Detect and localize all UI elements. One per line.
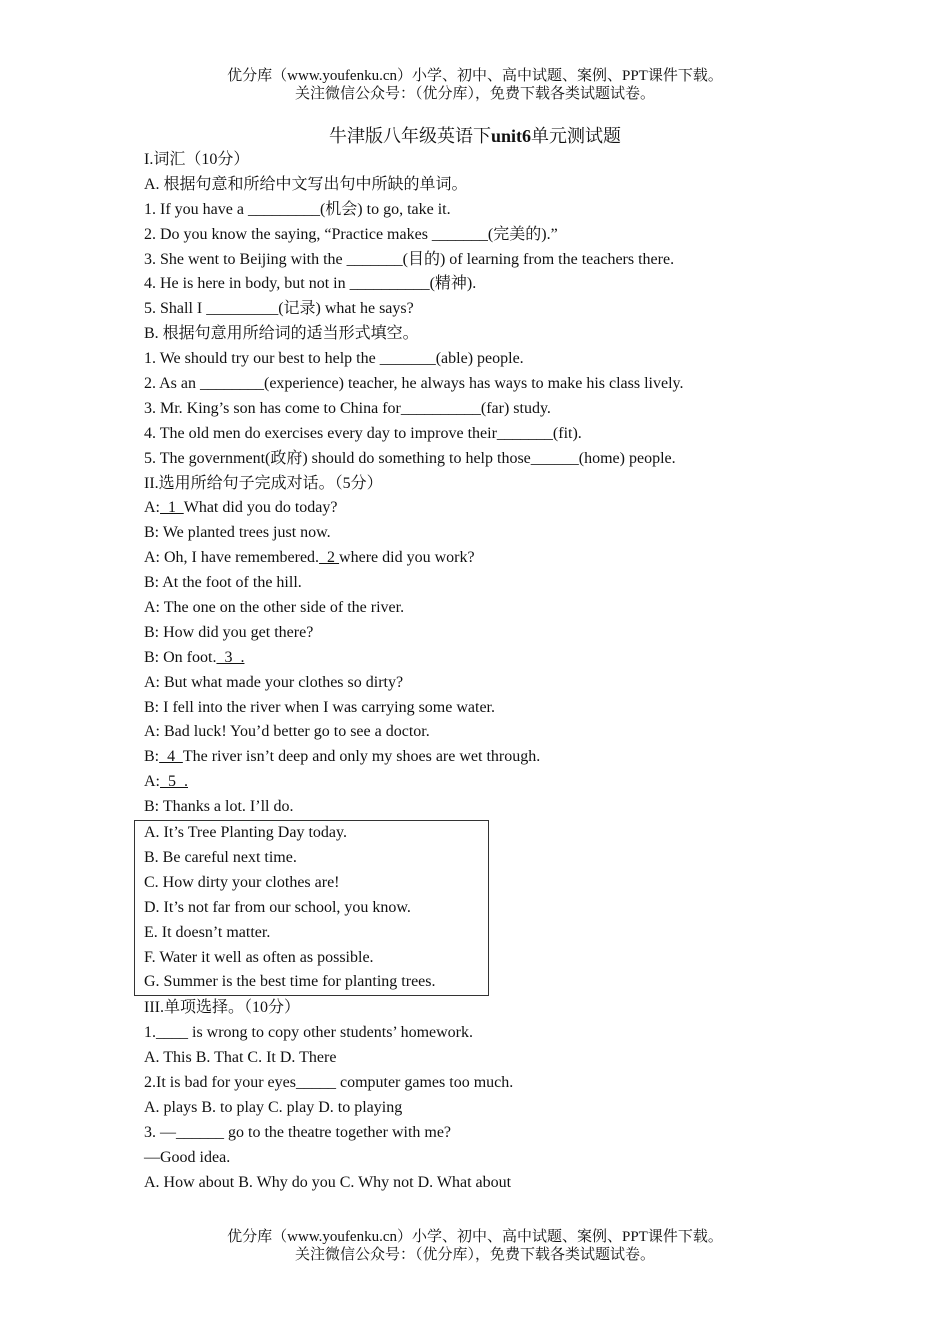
- vocab-b-item-5: 5. The government(政府) should do something to help those______(home) people.: [144, 449, 676, 467]
- dialogue-blank: 3 .: [216, 648, 245, 666]
- dialogue-line: [144, 546, 844, 571]
- part-a-instruction: A. 根据句意和所给中文写出句中所缺的单词。: [144, 175, 468, 193]
- dialogue-text: A: Oh, I have remembered.: [144, 549, 320, 567]
- part-b-instruction: B. 根据句意用所给词的适当形式填空。: [144, 325, 419, 343]
- option-item: A. It’s Tree Planting Day today.: [144, 824, 347, 842]
- dialogue-text-after-blank: where did you work?: [339, 549, 475, 567]
- dialogue-blank: 2: [319, 549, 340, 567]
- section-2-heading: II.选用所给句子完成对话。（5分）: [144, 474, 383, 492]
- dialogue-line: [144, 521, 844, 546]
- footer-line-2: 关注微信公众号：（优分库），免费下载各类试题试卷。: [294, 1247, 655, 1263]
- dialogue-text: B: Thanks a lot. I’ll do.: [144, 798, 294, 816]
- dialogue-line: [144, 596, 844, 621]
- title-unit: unit6: [490, 126, 532, 146]
- mc-options-3: A. How about B. Why do you C. Why not D. What about: [144, 1173, 512, 1191]
- vocab-a-item-1: 1. If you have a _________(机会) to go, take it.: [144, 200, 451, 218]
- footer-line-1: 优分库（www.youfenku.cn）小学、初中、高中试题、案例、PPT课件下载。: [227, 1229, 723, 1245]
- section-1-heading: I.词汇（10分）: [144, 151, 250, 168]
- vocab-a-item-2: 2. Do you know the saying, “Practice makes _______(完美的).”: [144, 225, 558, 243]
- document-title: [0, 124, 950, 148]
- dialogue-text: B:: [144, 748, 160, 766]
- dialogue-text-after-blank: The river isn’t deep and only my shoes are wet through.: [182, 748, 541, 766]
- vocab-b-item-1: 1. We should try our best to help the _______(able) people.: [144, 350, 524, 368]
- title-prefix: 牛津版八年级英语下: [328, 126, 491, 146]
- header-line-1: 优分库（www.youfenku.cn）小学、初中、高中试题、案例、PPT课件下载。: [227, 68, 723, 84]
- dialogue-text-after-blank: What did you do today?: [183, 499, 338, 517]
- dialogue-line: [144, 671, 844, 696]
- mc-question-2: 2.It is bad for your eyes_____ computer games too much.: [144, 1073, 514, 1091]
- dialogue-blank: 4: [159, 748, 183, 766]
- dialogue-line: [144, 696, 844, 721]
- dialogue-text: A:: [144, 773, 160, 791]
- dialogue-line: [144, 646, 844, 671]
- dialogue-text: B: I fell into the river when I was carrying some water.: [144, 698, 495, 716]
- title-suffix: 单元测试题: [531, 126, 622, 146]
- mc-options-2: A. plays B. to play C. play D. to playing: [144, 1098, 403, 1116]
- dialogue-text: B: We planted trees just now.: [144, 524, 331, 542]
- vocab-a-item-4: 4. He is here in body, but not in __________(精神).: [144, 275, 477, 293]
- mc-question-3-reply: —Good idea.: [144, 1148, 231, 1166]
- section-3-heading: III.单项选择。（10分）: [144, 999, 300, 1017]
- page-footer: [0, 1228, 950, 1264]
- vocab-a-item-5: 5. Shall I _________(记录) what he says?: [144, 300, 414, 318]
- dialogue-line: [144, 621, 844, 646]
- dialogue-text: A: Bad luck! You’d better go to see a doctor.: [144, 723, 430, 741]
- vocab-b-item-4: 4. The old men do exercises every day to improve their_______(fit).: [144, 424, 582, 442]
- dialogue-line: [144, 745, 844, 770]
- option-item: B. Be careful next time.: [144, 848, 297, 866]
- dialogue-text: A:: [144, 499, 160, 517]
- vocab-b-item-2: 2. As an ________(experience) teacher, he always has ways to make his class lively.: [144, 375, 684, 393]
- option-item: E. It doesn’t matter.: [144, 923, 271, 941]
- dialogue-blank: 5 .: [160, 773, 188, 791]
- dialogue-line: [144, 496, 844, 521]
- dialogue-blank: 1: [160, 499, 184, 517]
- mc-question-1: 1.____ is wrong to copy other students’ homework.: [144, 1024, 473, 1042]
- vocab-b-item-3: 3. Mr. King’s son has come to China for__________(far) study.: [144, 399, 551, 417]
- option-item: C. How dirty your clothes are!: [144, 873, 340, 891]
- dialogue-line: [144, 571, 844, 596]
- page-header: [0, 67, 950, 103]
- options-box: [134, 820, 489, 996]
- dialogue-text: B: How did you get there?: [144, 623, 314, 641]
- exam-content: [144, 148, 844, 1195]
- mc-question-3: 3. —______ go to the theatre together with me?: [144, 1123, 452, 1141]
- vocab-a-item-3: 3. She went to Beijing with the _______(目的) of learning from the teachers there.: [144, 250, 675, 268]
- option-item: G. Summer is the best time for planting trees.: [144, 973, 436, 991]
- header-line-2: 关注微信公众号：（优分库），免费下载各类试题试卷。: [294, 86, 655, 102]
- dialogue-text: A: The one on the other side of the river.: [144, 599, 405, 617]
- dialogue-text: A: But what made your clothes so dirty?: [144, 673, 404, 691]
- dialogue-text: B: On foot.: [144, 648, 217, 666]
- dialogue-text: B: At the foot of the hill.: [144, 574, 302, 592]
- mc-options-1: A. This B. That C. It D. There: [144, 1049, 337, 1067]
- dialogue-line: [144, 795, 844, 820]
- dialogue-line: [144, 720, 844, 745]
- option-item: F. Water it well as often as possible.: [144, 948, 374, 966]
- dialogue: [144, 496, 844, 820]
- dialogue-line: [144, 770, 844, 795]
- option-item: D. It’s not far from our school, you know.: [144, 898, 411, 916]
